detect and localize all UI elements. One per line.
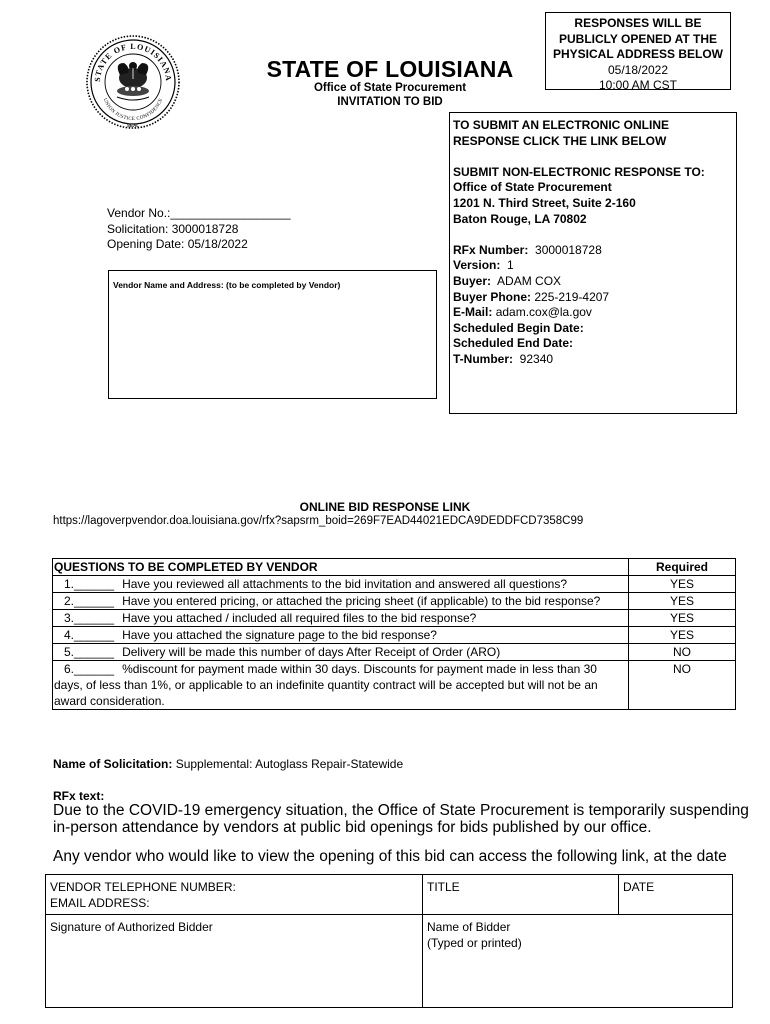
- svg-text:UNION JUSTICE CONFIDENCE: UNION JUSTICE CONFIDENCE: [101, 97, 165, 123]
- vendor-opening-date: Opening Date: 05/18/2022: [107, 237, 248, 251]
- required-value: YES: [629, 593, 736, 610]
- question-number-field[interactable]: 1.______: [64, 577, 115, 591]
- responses-line-3: PHYSICAL ADDRESS BELOW: [552, 47, 723, 62]
- state-seal-logo: [84, 33, 182, 131]
- non-electronic-heading: SUBMIT NON-ELECTRONIC RESPONSE TO:: [453, 164, 705, 179]
- question-number-field[interactable]: 2.______: [64, 594, 115, 608]
- signature-table: [45, 874, 733, 1008]
- end-date-label: Scheduled End Date:: [453, 336, 574, 351]
- vendor-name-address-label: Vendor Name and Address: (to be completed by Vendor): [113, 280, 341, 290]
- rfx-number-label: RFx Number:: [453, 242, 529, 257]
- t-number-label: T-Number:: [453, 351, 513, 366]
- vendor-info: [107, 206, 291, 253]
- buyer-phone-value: 225-219-4207: [534, 289, 610, 304]
- t-number-value: 92340: [519, 351, 554, 366]
- question-number-field[interactable]: 3.______: [64, 611, 115, 625]
- bidder-name-label: Name of Bidder: [427, 920, 511, 934]
- vendor-contact-field[interactable]: [46, 875, 423, 915]
- question-text: %discount for payment made within 30 days. Discounts for payment made in less than 30 days, of less than 1%, or applicable to an indefinite quantity contract will be accepted but will not be an award consideration.: [54, 662, 598, 708]
- bidder-name-note: (Typed or printed): [427, 936, 522, 950]
- title-field[interactable]: [423, 875, 619, 915]
- vendor-number: Vendor No.:__________________: [107, 206, 291, 220]
- table-header-row: [53, 559, 736, 576]
- begin-date-label: Scheduled Begin Date:: [453, 320, 584, 335]
- signature-field[interactable]: [46, 915, 423, 1008]
- office-name: Office of State Procurement: [313, 82, 467, 94]
- svg-text:STATE OF LOUISIANA: STATE OF LOUISIANA: [92, 41, 174, 83]
- responses-notice-box: [545, 12, 731, 90]
- required-value: YES: [629, 576, 736, 593]
- buyer-row: [453, 274, 736, 290]
- page-title: STATE OF LOUISIANA: [266, 56, 514, 82]
- electronic-line-2: RESPONSE CLICK THE LINK BELOW: [453, 133, 667, 148]
- vendor-questions-table: [52, 558, 736, 710]
- version-value: 1: [507, 258, 514, 273]
- question-number-field[interactable]: 5.______: [64, 645, 115, 659]
- date-field[interactable]: [619, 875, 733, 915]
- solicitation-name-label: Name of Solicitation:: [53, 757, 173, 771]
- document-type: INVITATION TO BID: [337, 96, 443, 108]
- rfx-number-row: [453, 243, 736, 259]
- svg-text:SEAL: SEAL: [126, 123, 140, 128]
- question-number-field[interactable]: 6.______: [64, 662, 115, 676]
- solicitation-name-value: Supplemental: Autoglass Repair-Statewide: [175, 757, 404, 771]
- rfx-text-label: RFx text:: [53, 789, 105, 803]
- solicitation-number: Solicitation: 3000018728: [107, 221, 239, 236]
- responses-line-2: PUBLICLY OPENED AT THE: [558, 31, 718, 46]
- version-row: [453, 258, 736, 274]
- address-line-2: 1201 N. Third Street, Suite 2-160: [453, 195, 636, 210]
- question-text: Delivery will be made this number of days After Receipt of Order (ARO): [122, 645, 501, 659]
- rfx-text-paragraph-1: Due to the COVID-19 emergency situation, the Office of State Procurement is temporarily suspending in-person attendance by vendors at public bid openings for bids published by our office.: [53, 802, 749, 836]
- bidder-name-field[interactable]: [423, 915, 733, 1008]
- table-row: [53, 661, 736, 710]
- required-value: NO: [629, 661, 736, 710]
- table-row: [53, 644, 736, 661]
- date-label: DATE: [623, 880, 655, 894]
- question-text: Have you reviewed all attachments to the bid invitation and answered all questions?: [122, 577, 567, 591]
- questions-heading: QUESTIONS TO BE COMPLETED BY VENDOR: [53, 559, 629, 576]
- rfx-text-paragraph-2: Any vendor who would like to view the opening of this bid can access the following link, at the date: [53, 848, 727, 865]
- vendor-name-address-field[interactable]: [108, 270, 437, 399]
- table-row: [53, 610, 736, 627]
- question-text: Have you attached the signature page to the bid response?: [122, 628, 437, 642]
- buyer-label: Buyer:: [453, 273, 492, 288]
- signature-label: Signature of Authorized Bidder: [50, 920, 213, 934]
- opening-time: 10:00 AM CST: [598, 78, 678, 90]
- version-label: Version:: [453, 258, 501, 273]
- opening-date: 05/18/2022: [607, 62, 669, 77]
- required-heading: Required: [629, 559, 736, 576]
- required-value: YES: [629, 610, 736, 627]
- required-value: NO: [629, 644, 736, 661]
- email-label: E-Mail:: [453, 305, 493, 320]
- question-text: Have you attached / included all required files to the bid response?: [122, 611, 477, 625]
- question-number-field[interactable]: 4.______: [64, 628, 115, 642]
- table-row: [53, 593, 736, 610]
- table-row: [53, 627, 736, 644]
- vendor-phone-label: VENDOR TELEPHONE NUMBER:: [50, 880, 236, 894]
- submission-info-box: [449, 112, 737, 414]
- buyer-phone-row: [453, 290, 736, 306]
- table-row: [53, 576, 736, 593]
- required-value: YES: [629, 627, 736, 644]
- buyer-value: ADAM COX: [497, 273, 562, 288]
- responses-line-1: RESPONSES WILL BE: [574, 16, 702, 30]
- buyer-phone-label: Buyer Phone:: [453, 289, 532, 304]
- online-bid-link[interactable]: https://lagoverpvendor.doa.louisiana.gov/rfx?sapsrm_boid=269F7EAD44021EDCA9DEDDFCD7358C99: [53, 515, 584, 527]
- t-number-row: [453, 352, 736, 368]
- solicitation-name: [53, 757, 403, 771]
- electronic-line-1: TO SUBMIT AN ELECTRONIC ONLINE: [453, 118, 669, 132]
- email-value: adam.cox@la.gov: [495, 305, 592, 320]
- email-row: [453, 305, 736, 321]
- rfx-number-value: 3000018728: [535, 242, 602, 257]
- question-text: Have you entered pricing, or attached the pricing sheet (if applicable) to the bid response?: [122, 594, 601, 608]
- address-line-3: Baton Rouge, LA 70802: [453, 211, 587, 226]
- vendor-email-label: EMAIL ADDRESS:: [50, 896, 150, 910]
- title-label: TITLE: [427, 880, 460, 894]
- online-link-heading: ONLINE BID RESPONSE LINK: [299, 500, 471, 514]
- address-line-1: Office of State Procurement: [453, 180, 612, 195]
